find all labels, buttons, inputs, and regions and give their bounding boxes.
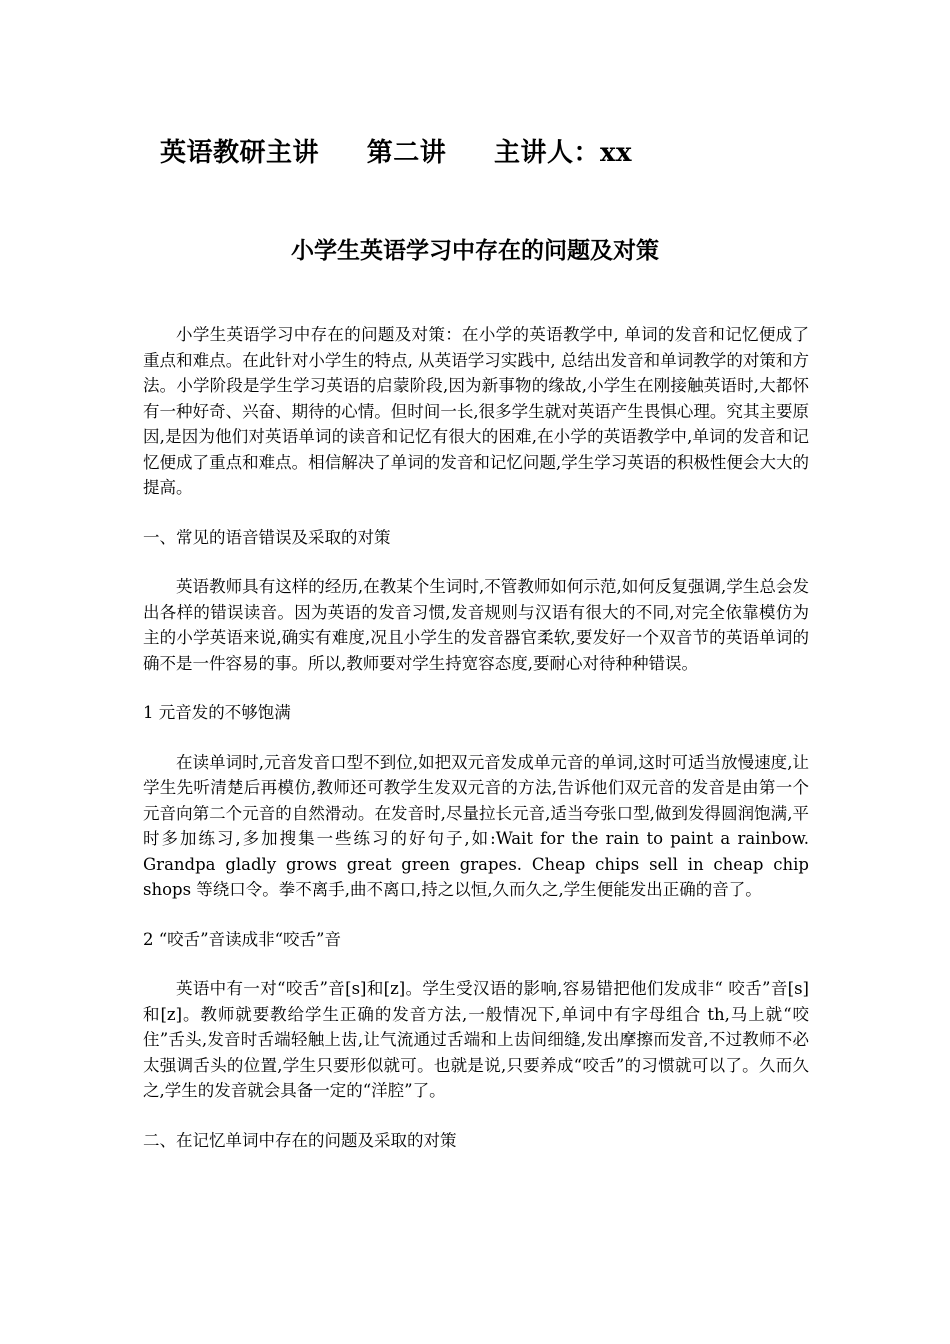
spacer xyxy=(143,550,809,574)
section-1-paragraph: 英语教师具有这样的经历,在教某个生词时,不管教师如何示范,如何反复强调,学生总会发出各样的错误读音。因为英语的发音习惯,发音规则与汉语有很大的不同,对完全依靠模仿为主的小学英语来说,确实有难度,况且小学生的发音器官柔软,要发好一个双音节的英语单词的确不是一件容易的事。所以,教师要对学生持宽容态度,要耐心对待种种错误。 xyxy=(143,577,809,673)
spacer xyxy=(143,726,809,750)
spacer xyxy=(143,676,809,700)
document-title: 小学生英语学习中存在的问题及对策 xyxy=(291,237,659,264)
subsection-1-paragraph: 在读单词时,元音发音口型不到位,如把双元音发成单元音的单词,这时可适当放慢速度,让学生先听清楚后再模仿,教师还可教学生发双元音的方法,告诉他们双元音的发音是由第一个元音向第二个元音的自然滑动。在发音时,尽量拉长元音,适当夸张口型,做到发得圆润饱满,平时多加练习,多加搜集一些练习的好句子,如:Wait for the rain to paint a rainbow. Grandpa gladly grows great green grapes. Cheap chips sell in cheap chip shops 等绕口令。拳不离手,曲不离口,持之以恒,久而久之,学生便能发出正确的音了。 xyxy=(143,752,809,899)
section-heading-2: 二、在记忆单词中存在的问题及采取的对策 xyxy=(143,1130,457,1150)
spacer xyxy=(143,501,809,525)
document-body xyxy=(143,322,809,1153)
spacer xyxy=(143,1104,809,1128)
section-heading-1: 一、常见的语音错误及采取的对策 xyxy=(143,527,391,547)
lecture-header: 英语教研主讲 第二讲 主讲人：xx xyxy=(160,138,633,168)
subsection-2-paragraph: 英语中有一对“咬舌”音[s]和[z]。学生受汉语的影响,容易错把他们发成非“ 咬舌”音[s]和[z]。教师就要教给学生正确的发音方法,一般情况下,单词中有字母组合 th,马上就“咬住”舌头,发音时舌端轻触上齿,让气流通过舌端和上齿间细缝,发出摩擦而发音,不过教师不必太强调舌头的位置,学生只要形似就可。也就是说,只要养成“咬舌”的习惯就可以了。久而久之,学生的发音就会具备一定的“洋腔”了。 xyxy=(143,979,809,1100)
spacer xyxy=(143,903,809,927)
spacer xyxy=(143,952,809,976)
subheading-2: 2 “咬舌”音读成非“咬舌”音 xyxy=(143,929,341,949)
intro-paragraph: 小学生英语学习中存在的问题及对策：在小学的英语教学中, 单词的发音和记忆便成了重点和难点。在此针对小学生的特点, 从英语学习实践中, 总结出发音和单词教学的对策和方法。小学阶段是学生学习英语的启蒙阶段,因为新事物的缘故,小学生在刚接触英语时,大都怀有一种好奇、兴奋、期待的心情。但时间一长,很多学生就对英语产生畏惧心理。究其主要原因,是因为他们对英语单词的读音和记忆有很大的困难,在小学的英语教学中,单词的发音和记忆便成了重点和难点。相信解决了单词的发音和记忆问题,学生学习英语的积极性便会大大的提高。 xyxy=(143,325,809,497)
subheading-1: 1 元音发的不够饱满 xyxy=(143,703,291,722)
